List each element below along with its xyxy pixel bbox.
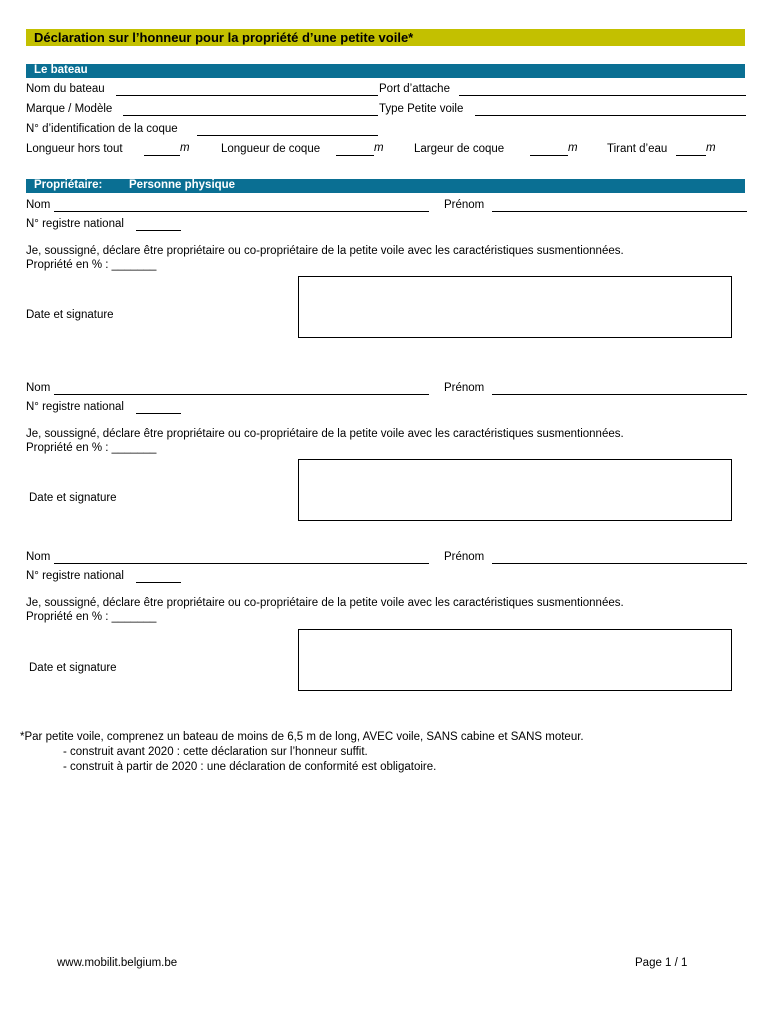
owner2-firstname-field[interactable] [492,394,747,395]
hull-id-label: N° d’identification de la coque [26,123,178,135]
length-unit: m [180,142,190,154]
owner1-firstname-field[interactable] [492,211,747,212]
owner3-name-label: Nom [26,551,51,563]
draught-label: Tirant d’eau [607,143,668,155]
owner1-name-label: Nom [26,199,51,211]
boat-name-field[interactable] [116,95,378,96]
length-field[interactable] [144,155,180,156]
length-label: Longueur hors tout [26,143,123,155]
owner2-firstname-label: Prénom [444,382,485,394]
owner3-firstname-field[interactable] [492,563,747,564]
owner1-ownership[interactable]: Propriété en % : _______ [26,259,157,271]
owner1-name-field[interactable] [54,211,429,212]
owner3-declaration: Je, soussigné, déclare être propriétaire ou co-propriétaire de la petite voile avec les caractéristiques susmentionnées. [26,597,624,609]
owner3-register-field[interactable] [136,582,181,583]
owner3-signature-box[interactable] [298,629,732,691]
owner3-ownership[interactable]: Propriété en % : _______ [26,611,157,623]
owner2-register-field[interactable] [136,413,181,414]
owner3-firstname-label: Prénom [444,551,485,563]
width-field[interactable] [530,155,568,156]
owner3-name-field[interactable] [54,563,429,564]
width-unit: m [568,142,578,154]
owner1-firstname-label: Prénom [444,199,485,211]
owner3-register-label: N° registre national [26,570,124,582]
owner2-name-label: Nom [26,382,51,394]
type-field[interactable] [475,115,746,116]
page-number: Page 1 / 1 [635,957,688,969]
hull-length-label: Longueur de coque [221,143,321,155]
boat-section-header [26,64,745,78]
page-title: Déclaration sur l’honneur pour la propriété d’une petite voile* [34,30,414,45]
draught-field[interactable] [676,155,706,156]
owner3-signature-label: Date et signature [29,662,117,674]
hull-id-field[interactable] [197,135,378,136]
owner1-signature-box[interactable] [298,276,732,338]
hull-length-unit: m [374,142,384,154]
title-bar [26,29,745,46]
owner-section-header [26,179,745,193]
width-label: Largeur de coque [414,143,505,155]
owner2-ownership[interactable]: Propriété en % : _______ [26,442,157,454]
owner2-name-field[interactable] [54,394,429,395]
owner-section-title: Propriétaire: [34,179,103,191]
owner1-declaration: Je, soussigné, déclare être propriétaire ou co-propriétaire de la petite voile avec les caractéristiques susmentionnées. [26,245,624,257]
brand-model-label: Marque / Modèle [26,103,113,115]
boat-section-title: Le bateau [34,64,88,76]
brand-model-field[interactable] [123,115,378,116]
footnote-line1: - construit avant 2020 : cette déclaration sur l’honneur suffit. [63,746,368,758]
owner1-signature-label: Date et signature [26,309,114,321]
footer-url[interactable]: www.mobilit.belgium.be [57,957,178,969]
footnote-main: *Par petite voile, comprenez un bateau de moins de 6,5 m de long, AVEC voile, SANS cabine et SANS moteur. [20,731,584,743]
hull-length-field[interactable] [336,155,374,156]
owner-section-type: Personne physique [129,179,236,191]
owner2-signature-box[interactable] [298,459,732,521]
owner2-signature-label: Date et signature [29,492,117,504]
port-label: Port d’attache [379,83,450,95]
boat-name-label: Nom du bateau [26,83,105,95]
footnote-line2: - construit à partir de 2020 : une déclaration de conformité est obligatoire. [63,761,437,773]
owner2-declaration: Je, soussigné, déclare être propriétaire ou co-propriétaire de la petite voile avec les caractéristiques susmentionnées. [26,428,624,440]
owner1-register-label: N° registre national [26,218,124,230]
port-field[interactable] [459,95,746,96]
draught-unit: m [706,142,716,154]
owner2-register-label: N° registre national [26,401,124,413]
owner1-register-field[interactable] [136,230,181,231]
type-label: Type Petite voile [379,103,464,115]
